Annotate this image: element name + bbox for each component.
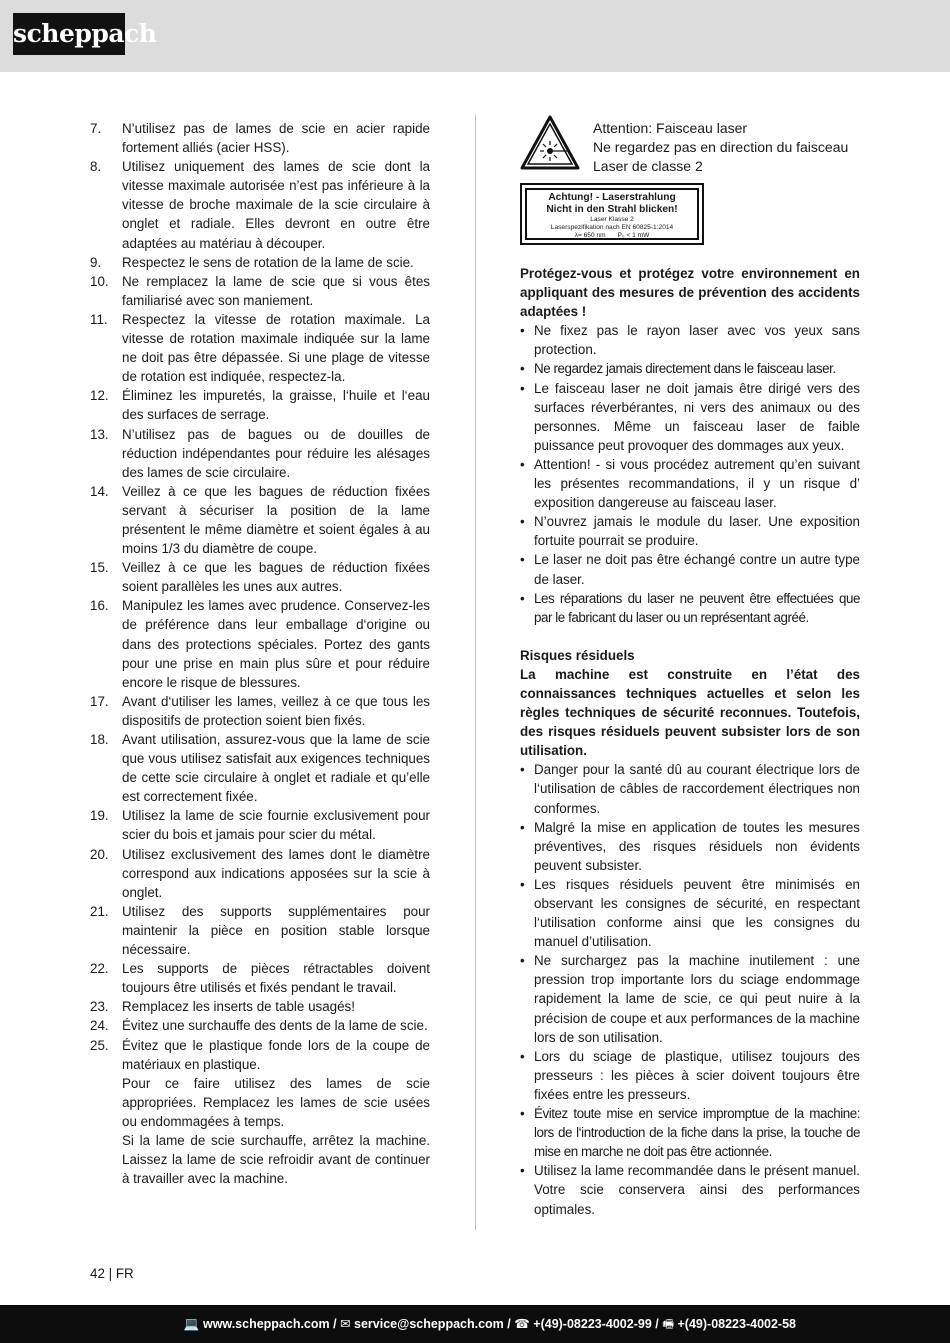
- bullet-text: Utilisez la lame recommandée dans le présent manuel. Votre scie conservera ainsi des performances optimales.: [534, 1163, 860, 1217]
- bullet-item: [520, 951, 860, 1046]
- item-text: Respectez le sens de rotation de la lame de scie.: [122, 254, 414, 270]
- bullet-item: [520, 359, 860, 378]
- bullet-dot: •: [520, 953, 525, 969]
- item-number: 22.: [90, 961, 109, 977]
- bullet-text: Les réparations du laser ne peuvent être effectuées que par le fabricant du laser ou un représentant agréé.: [534, 590, 860, 625]
- item-number: 10.: [90, 273, 109, 289]
- footer-email[interactable]: service@scheppach.com: [354, 1317, 504, 1331]
- numbered-item: [90, 310, 430, 386]
- laser-warning-line: Ne regardez pas en direction du faisceau: [593, 139, 849, 155]
- bullet-dot: •: [520, 514, 525, 530]
- bullet-item: [520, 1161, 860, 1218]
- residual-risks-list: [520, 760, 860, 1218]
- bullet-dot: •: [520, 762, 525, 778]
- bullet-dot: •: [520, 456, 525, 472]
- item-text: Utilisez exclusivement des lames dont le diamètre correspond aux indications apposées sur la scie à onglet.: [122, 846, 430, 900]
- item-text: Utilisez uniquement des lames de scie dont la vitesse maximale autorisée n’est pas inférieure à la vitesse de broche maximale de la scie circulaire à onglet et radiale. Elles devront en outre être adaptées au matériau à découper.: [122, 159, 430, 251]
- laser-label-power: P₀ < 1 mW: [617, 232, 650, 239]
- bullet-text: Attention! - si vous procédez autrement qu’en suivant les présentes recommandations, il y un risque d’ exposition dangereuse au faisceau laser.: [534, 456, 860, 511]
- bullet-text: Ne surchargez pas la machine inutilement : une pression trop importante lors du sciage endommage rapidement la lame de scie, ce qui peut nuire à la précision de coupe et aux performances de la machine lors de son utilisation.: [534, 953, 860, 1045]
- right-column: [520, 119, 860, 1219]
- bullet-text: Le faisceau laser ne doit jamais être dirigé vers des surfaces réverbérantes, ni vers des animaux ou des personnes. Même un faisceau laser de faible puissance peut provoquer des dommages aux yeux.: [534, 380, 860, 453]
- residual-risks-intro: La machine est construite en l’état des connaissances techniques actuelles et selon les règles techniques de sécurité reconnues. Toutefois, des risques résiduels peuvent subsister lors de son utilisation.: [520, 666, 860, 759]
- item-text: Respectez la vitesse de rotation maximale. La vitesse de rotation maximale indiquée sur la lame ne doit pas être dépassée. Si une plage de vitesse de rotation est indiquée, respectez-la.: [122, 311, 430, 385]
- numbered-item: [90, 157, 430, 252]
- bullet-item: [520, 379, 860, 455]
- item-text: N’utilisez pas de lames de scie en acier rapide fortement alliés (acier HSS).: [122, 121, 430, 156]
- numbered-item: [90, 119, 430, 157]
- numbered-item: [90, 425, 430, 482]
- computer-icon: 💻: [183, 1317, 200, 1331]
- item-number: 9.: [90, 254, 102, 270]
- numbered-item: [90, 845, 430, 902]
- numbered-item: [90, 386, 430, 424]
- protect-intro: Protégez-vous et protégez votre environnement en appliquant des mesures de prévention des accidents adaptées !: [520, 266, 860, 320]
- bullet-dot: •: [520, 1106, 525, 1122]
- bullet-dot: •: [520, 590, 525, 606]
- laser-warning-line: Laser de classe 2: [593, 158, 703, 174]
- bullet-item: [520, 818, 860, 875]
- laser-warning: [520, 119, 860, 174]
- footer-separator: /: [329, 1317, 341, 1331]
- item-text: Veillez à ce que les bagues de réduction fixées servant à sécuriser la position de la lame présentent le même diamètre et soient égales à au moins 1/3 du diamètre de coupe.: [122, 483, 430, 557]
- residual-risks-heading: Risques résiduels: [520, 647, 635, 663]
- numbered-item: [90, 482, 430, 558]
- item-text: Utilisez la lame de scie fournie exclusivement pour scier du bois et jamais pour scier du métal.: [122, 808, 430, 843]
- item-number: 8.: [90, 159, 102, 175]
- header-bar: [0, 0, 950, 72]
- laser-label-spec: Laserspezifikation nach EN 60825-1:2014: [550, 224, 674, 231]
- footer-separator: /: [503, 1317, 515, 1331]
- bullet-item: [520, 512, 860, 550]
- bullet-dot: •: [520, 819, 525, 835]
- item-number: 24.: [90, 1018, 109, 1034]
- bullet-text: Danger pour la santé dû au courant électrique lors de l‘utilisation de câbles de raccordement électriques non conformes.: [534, 762, 860, 816]
- numbered-item: [90, 596, 430, 691]
- laser-precautions-list: [520, 321, 860, 627]
- bullet-item: [520, 455, 860, 512]
- item-number: 11.: [90, 311, 108, 327]
- bullet-text: Le laser ne doit pas être échangé contre un autre type de laser.: [534, 552, 860, 587]
- item-text: Avant d‘utiliser les lames, veillez à ce que tous les dispositifs de protection soient bien fixés.: [122, 693, 430, 728]
- footer-phone[interactable]: +(49)-08223-4002-99: [533, 1317, 652, 1331]
- column-divider: [475, 115, 476, 1230]
- item-text: Les supports de pièces rétractables doivent toujours être utilisés et fixés pendant le travail.: [122, 961, 430, 996]
- bullet-dot: •: [520, 1163, 525, 1179]
- fax-icon: 🖷: [662, 1317, 675, 1331]
- bullet-item: [520, 760, 860, 817]
- item-number: 16.: [90, 598, 109, 614]
- bullet-text: Malgré la mise en application de toutes les mesures préventives, des risques résiduels non évidents peuvent subsister.: [534, 819, 860, 873]
- laser-class-label-inner: [525, 188, 699, 240]
- bullet-item: [520, 550, 860, 588]
- item-text: Veillez à ce que les bagues de réduction fixées soient parallèles les unes aux autres.: [122, 560, 430, 595]
- bullet-text: Lors du sciage de plastique, utilisez toujours des presseurs : les pièces à scier doivent toujours être fixées entre les presseurs.: [534, 1048, 860, 1102]
- left-column: [90, 119, 430, 1188]
- item-text: Éliminez les impuretés, la graisse, l‘huile et l‘eau des surfaces de serrage.: [122, 388, 430, 423]
- item-text: Évitez une surchauffe des dents de la lame de scie.: [122, 1018, 428, 1034]
- item-number: 18.: [90, 732, 109, 747]
- item-text: Ne remplacez la lame de scie que si vous êtes familiarisé avec son maniement.: [122, 273, 430, 308]
- item-text: Utilisez des supports supplémentaires pour maintenir la pièce en position stable lorsque nécessaire.: [122, 903, 430, 958]
- bullet-dot: •: [520, 361, 525, 377]
- bullet-text: Ne fixez pas le rayon laser avec vos yeux sans protection.: [534, 323, 860, 358]
- numbered-item: [90, 253, 430, 272]
- bullet-text: Les risques résiduels peuvent être minimisés en observant les consignes de sécurité, en respectant l‘utilisation conforme ainsi que les consignes du manuel d’utilisation.: [534, 876, 860, 950]
- phone-icon: ☎: [514, 1317, 530, 1331]
- item-number: 12.: [90, 388, 109, 404]
- item-number: 15.: [90, 560, 109, 576]
- numbered-item: [90, 272, 430, 310]
- numbered-item: [90, 1036, 430, 1074]
- item-25-note: Pour ce faire utilisez des lames de scie appropriées. Remplacez les lames de scie usées ou endommagées à temps.: [122, 1075, 430, 1129]
- bullet-dot: •: [520, 876, 525, 892]
- laser-label-title: Achtung! - Laserstrahlung: [548, 192, 676, 203]
- item-25-note: Si la lame de scie surchauffe, arrêtez la machine. Laissez la lame de scie refroidir avant de continuer à travailler avec la machine.: [122, 1132, 430, 1187]
- numbered-item: [90, 730, 430, 806]
- bullet-text: N’ouvrez jamais le module du laser. Une exposition fortuite pourrait se produire.: [534, 514, 860, 549]
- item-number: 20.: [90, 846, 109, 862]
- bullet-dot: •: [520, 380, 525, 396]
- item-number: 7.: [90, 121, 102, 136]
- laser-label-class: Laser Klasse 2: [590, 216, 634, 223]
- laser-class-label: [520, 183, 704, 245]
- footer-bar: [0, 1305, 950, 1343]
- page-number: [90, 1266, 134, 1281]
- laser-warning-icon: [520, 115, 580, 171]
- bullet-item: [520, 321, 860, 359]
- laser-label-values: [527, 232, 697, 240]
- item-text: Remplacez les inserts de table usagés!: [122, 999, 355, 1015]
- footer-separator: /: [651, 1317, 663, 1331]
- item-number: 13.: [90, 426, 109, 442]
- numbered-item: [90, 692, 430, 730]
- laser-label-wavelength: λ= 650 nm: [574, 232, 606, 239]
- item-number: 17.: [90, 693, 109, 709]
- bullet-item: [520, 1047, 860, 1104]
- page-language: FR: [115, 1266, 134, 1281]
- bullet-dot: •: [520, 1048, 525, 1064]
- bullet-dot: •: [520, 552, 525, 568]
- laser-warning-text: [593, 119, 863, 176]
- laser-label-warning: Nicht in den Strahl blicken!: [546, 204, 678, 215]
- bullet-item: [520, 589, 860, 627]
- numbered-item: [90, 959, 430, 997]
- safety-instructions-list: [90, 119, 430, 1074]
- item-number: 25.: [90, 1037, 109, 1053]
- scheppach-logo: scheppach: [13, 13, 125, 55]
- item-number: 14.: [90, 483, 109, 499]
- item-number: 19.: [90, 808, 109, 824]
- item-text: Avant utilisation, assurez-vous que la lame de scie que vous utilisez satisfait aux exigences techniques de cette scie circulaire à onglet et radiale et qu’elle est correctement fixée.: [122, 732, 430, 805]
- bullet-item: [520, 1104, 860, 1161]
- item-text: Manipulez les lames avec prudence. Conservez-les de préférence dans leur emballage d‘origine ou dans des protections spéciales. Portez des gants pour une prise en main plus sûre et pour réduire encore le risque de blessures.: [122, 598, 430, 690]
- mail-icon: ✉: [340, 1317, 351, 1331]
- bullet-text: Évitez toute mise en service impromptue de la machine: lors de l‘introduction de la fiche dans la prise, la touche de mise en marche ne doit pas être actionnée.: [534, 1106, 860, 1160]
- item-text: Évitez que le plastique fonde lors de la coupe de matériaux en plastique.: [122, 1037, 430, 1072]
- footer-fax: +(49)-08223-4002-58: [677, 1317, 796, 1331]
- page-number-value: 42: [90, 1266, 105, 1281]
- numbered-item: [90, 558, 430, 596]
- bullet-item: [520, 875, 860, 951]
- numbered-item: [90, 997, 430, 1016]
- item-text: N’utilisez pas de bagues ou de douilles de réduction indépendantes pour réduire les alésages des lames de scie circulaire.: [122, 426, 430, 480]
- numbered-item: [90, 902, 430, 959]
- footer-website[interactable]: www.scheppach.com: [202, 1317, 330, 1331]
- laser-warning-line: Attention: Faisceau laser: [593, 120, 748, 136]
- numbered-item: [90, 1016, 430, 1035]
- footer-contact: [184, 1316, 796, 1332]
- bullet-text: Ne regardez jamais directement dans le faisceau laser.: [534, 361, 836, 377]
- page-separator: |: [108, 1266, 116, 1281]
- item-number: 23.: [90, 999, 109, 1015]
- numbered-item: [90, 806, 430, 844]
- item-number: 21.: [90, 903, 109, 919]
- bullet-dot: •: [520, 323, 525, 339]
